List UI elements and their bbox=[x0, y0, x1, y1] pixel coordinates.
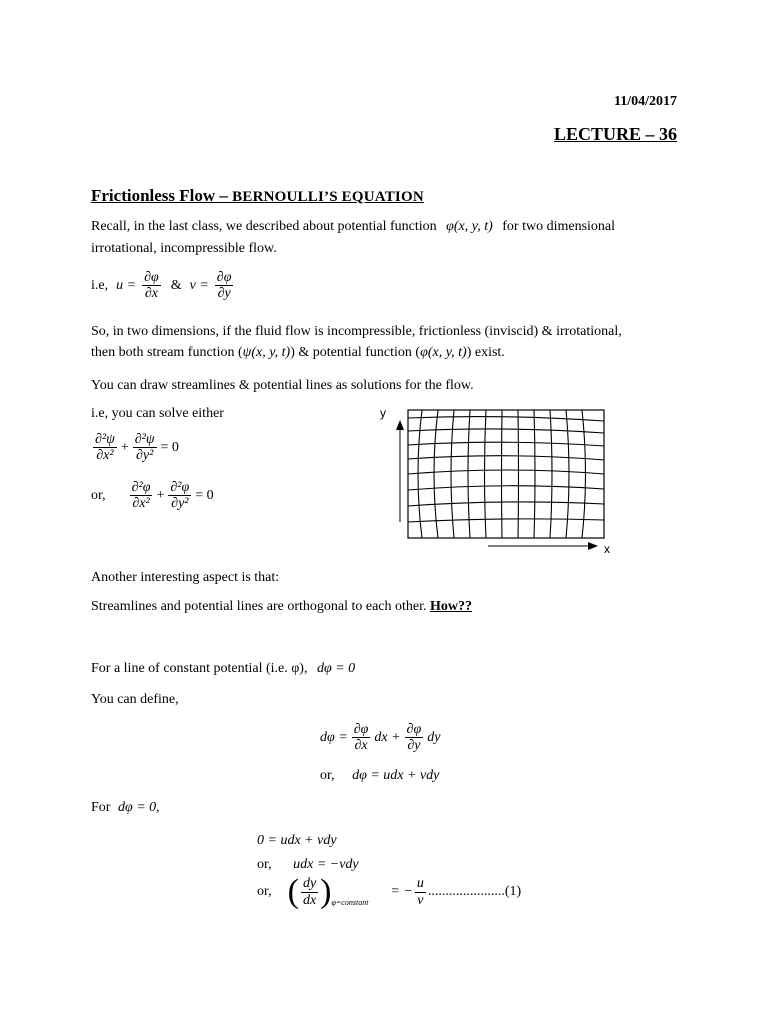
potential-line-6 bbox=[502, 410, 503, 538]
eq-a: 0 = udx + vdy bbox=[257, 833, 337, 848]
phi-n2: ∂²φ bbox=[170, 480, 190, 495]
u-lhs: u = bbox=[116, 277, 137, 293]
streamline-3 bbox=[408, 442, 604, 446]
section-title bbox=[91, 186, 424, 206]
intro-line1 bbox=[91, 219, 615, 235]
potential-line-11 bbox=[582, 410, 586, 538]
eq-b-or: or, bbox=[257, 857, 272, 872]
dphi-frac-1 bbox=[352, 722, 371, 754]
how-label: How?? bbox=[430, 599, 473, 614]
laplace-phi bbox=[91, 480, 214, 512]
phi-constant-subscript: φ=constant bbox=[331, 898, 369, 907]
phi-plus: + bbox=[156, 487, 165, 503]
eq-b bbox=[257, 857, 359, 873]
v-fraction bbox=[215, 270, 234, 302]
streamline-6 bbox=[408, 486, 604, 490]
dydx-num: dy bbox=[302, 876, 317, 892]
streamline-5 bbox=[408, 470, 604, 474]
phi-frac-2 bbox=[168, 480, 191, 512]
phi-xyt-2: φ(x, y, t) bbox=[420, 345, 467, 360]
para7: You can define, bbox=[91, 692, 179, 707]
x-axis-arrowhead bbox=[588, 542, 598, 550]
u-fraction bbox=[142, 270, 161, 302]
lecture-title: LECTURE – 36 bbox=[553, 124, 677, 144]
psi-d1: ∂x² bbox=[96, 448, 114, 464]
para5 bbox=[91, 599, 472, 615]
dphi-n1: ∂φ bbox=[353, 722, 369, 737]
dphi2-or: or, bbox=[320, 768, 335, 783]
for-math: dφ = 0 bbox=[117, 800, 157, 815]
solve-either: i.e, you can solve either bbox=[91, 406, 224, 421]
para2-b: ) & potential function ( bbox=[290, 345, 421, 360]
psi-xyt: ψ(x, y, t) bbox=[242, 345, 291, 360]
phi-rhs: = 0 bbox=[195, 487, 214, 503]
left-paren: ( bbox=[287, 873, 299, 910]
dphi-d2: ∂y bbox=[407, 738, 421, 754]
velocity-definitions bbox=[91, 270, 235, 302]
u-den: ∂x bbox=[144, 286, 158, 302]
v-num: ∂φ bbox=[216, 270, 232, 285]
para2-line1: So, in two dimensions, if the fluid flow is incompressible, frictionless (inviscid) & irrotational, bbox=[91, 324, 622, 339]
phi-xyt: φ(x, y, t) bbox=[446, 219, 493, 234]
ie-prefix: i.e, bbox=[91, 277, 109, 293]
psi-rhs: = 0 bbox=[160, 439, 179, 455]
uv-den: v bbox=[417, 892, 424, 908]
streamlines bbox=[408, 417, 604, 522]
dphi-n2: ∂φ bbox=[406, 722, 422, 737]
dydx-den: dx bbox=[302, 892, 317, 908]
eq-b-math: udx = −vdy bbox=[293, 857, 359, 872]
y-axis-arrowhead bbox=[396, 420, 404, 430]
psi-frac-1 bbox=[93, 432, 117, 464]
streamline-4 bbox=[408, 456, 604, 460]
uv-num: u bbox=[416, 876, 424, 892]
intro-prefix: Recall, in the last class, we described about potential function bbox=[91, 219, 437, 234]
psi-d2: ∂y² bbox=[135, 448, 154, 464]
streamline-2 bbox=[408, 429, 604, 433]
y-axis-label: y bbox=[380, 406, 386, 420]
eq-c bbox=[257, 875, 521, 909]
psi-frac-2 bbox=[133, 432, 157, 464]
date: 11/04/2017 bbox=[613, 94, 677, 109]
for-line bbox=[91, 800, 160, 816]
streamline-7 bbox=[408, 502, 604, 506]
flow-net-figure bbox=[372, 400, 622, 560]
dphi-mid: dx + bbox=[374, 729, 401, 745]
para3: You can draw streamlines & potential lines as solutions for the flow. bbox=[91, 378, 474, 393]
streamline-8 bbox=[408, 519, 604, 522]
dphi-equation-2 bbox=[320, 768, 439, 784]
dphi2-math: dφ = udx + vdy bbox=[352, 768, 440, 783]
para5-text: Streamlines and potential lines are orthogonal to each other. bbox=[91, 599, 427, 614]
para6-text: For a line of constant potential (i.e. φ), bbox=[91, 661, 308, 676]
potential-line-8 bbox=[534, 410, 535, 538]
v-den: ∂y bbox=[217, 286, 231, 302]
psi-n2: ∂²ψ bbox=[134, 432, 155, 447]
potential-line-1 bbox=[418, 410, 422, 538]
para2-a: then both stream function ( bbox=[91, 345, 243, 360]
dphi-equation bbox=[320, 722, 440, 754]
uv-frac bbox=[415, 876, 426, 908]
eq-c-tail: ......................(1) bbox=[427, 884, 522, 899]
section-title-part2: BERNOULLI’S EQUATION bbox=[232, 189, 424, 205]
dphi-frac-2 bbox=[405, 722, 424, 754]
dydx-frac bbox=[301, 876, 318, 908]
for-suffix: , bbox=[156, 800, 160, 815]
dphi-lhs: dφ = bbox=[320, 729, 348, 745]
v-lhs: v = bbox=[189, 277, 209, 293]
right-paren: ) bbox=[320, 873, 332, 910]
x-axis-label: x bbox=[604, 542, 610, 556]
laplace-psi bbox=[91, 432, 179, 464]
intro-suffix: for two dimensional bbox=[502, 219, 616, 234]
phi-or: or, bbox=[91, 487, 106, 503]
dphi-end: dy bbox=[427, 729, 441, 745]
potential-line-5 bbox=[485, 410, 487, 538]
psi-n1: ∂²ψ bbox=[95, 432, 115, 447]
for-prefix: For bbox=[91, 800, 111, 815]
u-num: ∂φ bbox=[144, 270, 159, 285]
phi-d2: ∂y² bbox=[171, 496, 189, 512]
potential-line-7 bbox=[518, 410, 519, 538]
eq-c-or: or, bbox=[257, 884, 272, 899]
phi-n1: ∂²φ bbox=[131, 480, 151, 495]
dphi-d1: ∂x bbox=[354, 738, 368, 754]
eq-c-eq: = − bbox=[390, 884, 413, 899]
psi-plus: + bbox=[120, 439, 129, 455]
para6 bbox=[91, 661, 355, 677]
phi-frac-1 bbox=[130, 480, 153, 512]
flow-net-svg bbox=[372, 400, 622, 560]
section-title-part1: Frictionless Flow – bbox=[91, 186, 233, 205]
intro-line2: irrotational, incompressible flow. bbox=[91, 241, 277, 256]
para2-c: ) exist. bbox=[466, 345, 505, 360]
potential-line-2 bbox=[434, 410, 438, 538]
amp: & bbox=[170, 277, 182, 293]
dphi-zero: dφ = 0 bbox=[316, 661, 356, 676]
para4: Another interesting aspect is that: bbox=[91, 570, 280, 585]
phi-d1: ∂x² bbox=[132, 496, 150, 512]
para2-line2 bbox=[91, 345, 505, 361]
